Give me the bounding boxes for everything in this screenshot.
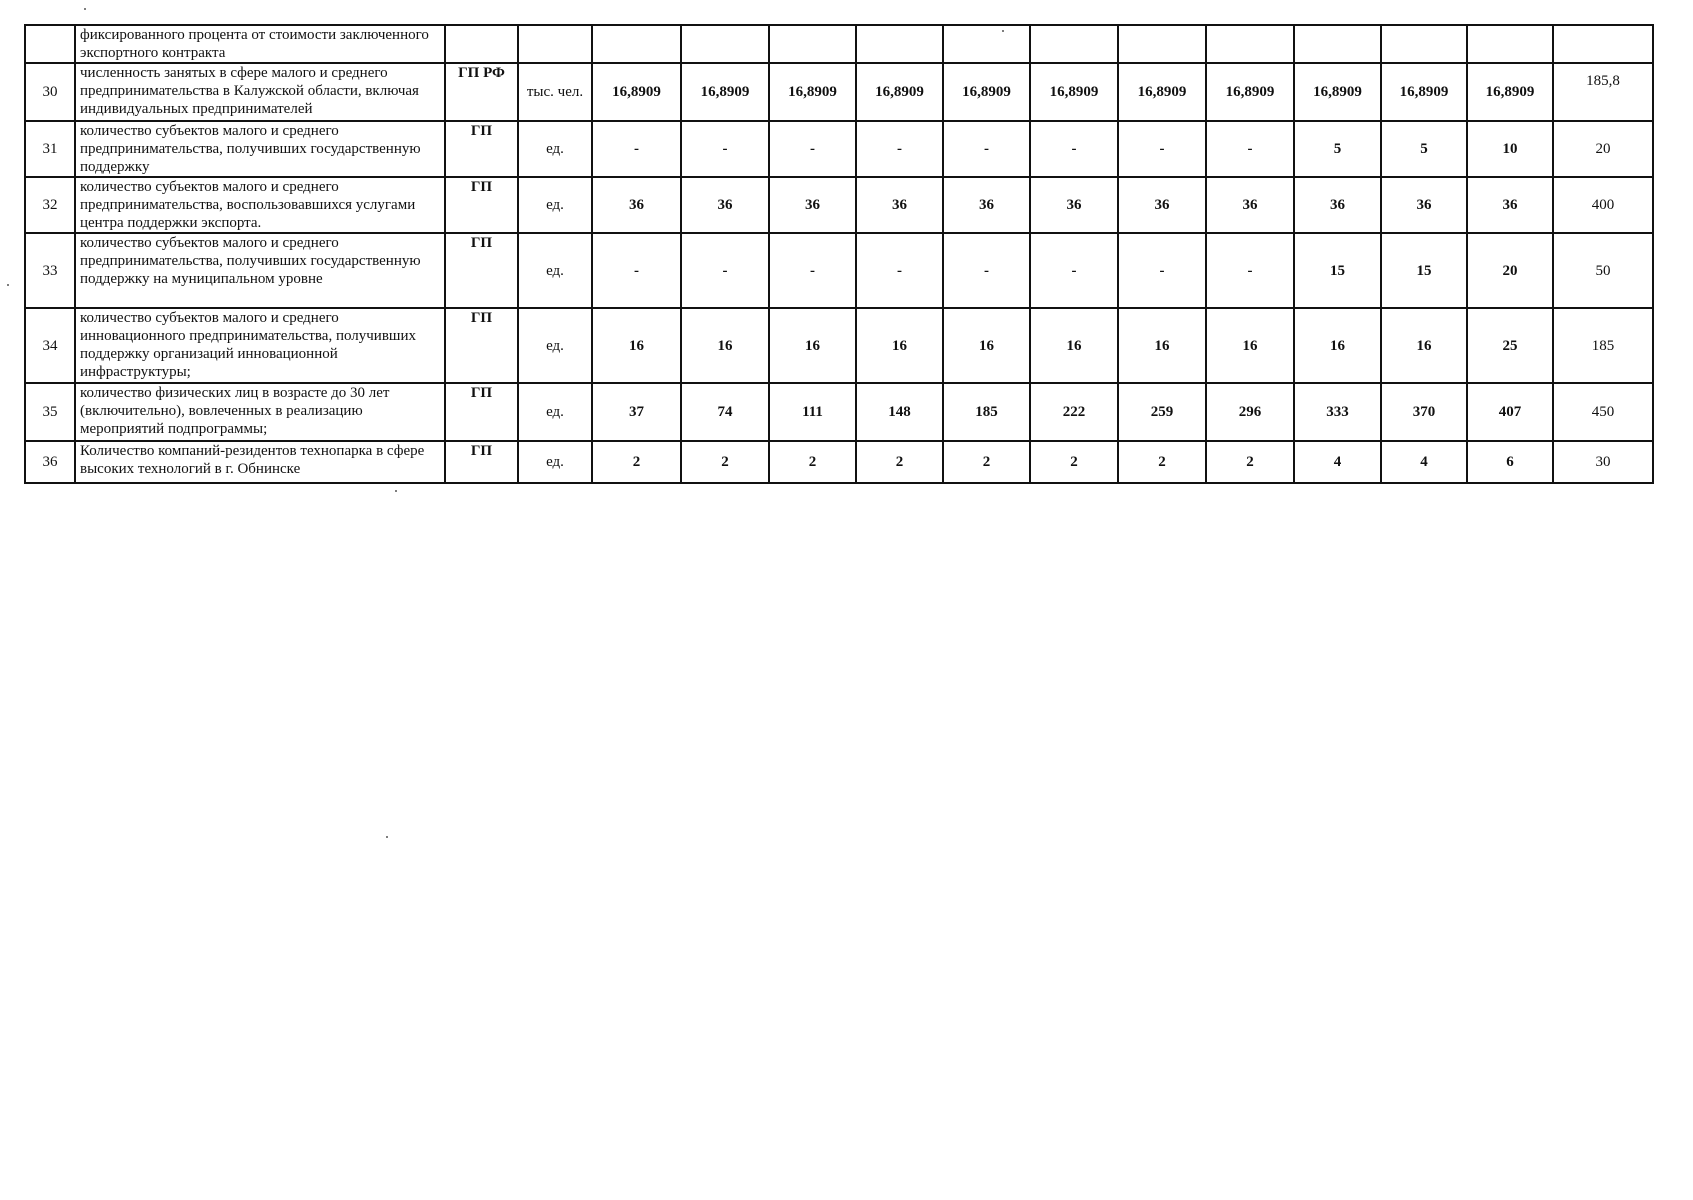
year-value-cell: 36 [1467,177,1553,233]
table-row [25,121,1653,177]
table-row [25,177,1653,233]
year-value-cell: - [1118,233,1206,308]
source-cell: ГП [445,383,518,441]
row-number-cell: 34 [25,308,75,383]
year-value-cell [769,25,856,63]
year-value-cell: 16,8909 [1467,63,1553,121]
year-value-cell: 16 [592,308,681,383]
year-value-cell: 15 [1294,233,1381,308]
year-value-cell: 2 [1030,441,1118,483]
year-value-cell: 16 [1206,308,1294,383]
year-value-cell: 4 [1381,441,1467,483]
row-number-cell [25,25,75,63]
table-row [25,63,1653,121]
year-value-cell: 16,8909 [1381,63,1467,121]
year-value-cell: 259 [1118,383,1206,441]
year-value-cell: 16,8909 [769,63,856,121]
year-value-cell: - [681,121,769,177]
source-cell: ГП [445,441,518,483]
year-value-cell: 36 [1118,177,1206,233]
indicator-name-cell: Количество компаний-резидентов технопарка в сфере высоких технологий в г. Обнинске [75,441,445,483]
total-value-cell: 20 [1553,121,1653,177]
table-row [25,383,1653,441]
total-value-cell: 30 [1553,441,1653,483]
year-value-cell: 16 [769,308,856,383]
scan-speck [1002,30,1004,32]
year-value-cell: 36 [1381,177,1467,233]
table-row [25,441,1653,483]
year-value-cell: 16 [1030,308,1118,383]
row-number-cell: 35 [25,383,75,441]
year-value-cell: 222 [1030,383,1118,441]
table-row [25,308,1653,383]
year-value-cell [1467,25,1553,63]
source-cell: ГП [445,233,518,308]
row-number-cell: 32 [25,177,75,233]
unit-cell: ед. [518,383,592,441]
year-value-cell [1381,25,1467,63]
year-value-cell: 36 [1206,177,1294,233]
year-value-cell: - [592,233,681,308]
year-value-cell: 36 [769,177,856,233]
row-number-cell: 33 [25,233,75,308]
year-value-cell: 36 [943,177,1030,233]
unit-cell: тыс. чел. [518,63,592,121]
year-value-cell: 16,8909 [592,63,681,121]
total-value-cell: 185 [1553,308,1653,383]
indicator-name-cell: количество физических лиц в возрасте до 30 лет (включительно), вовлеченных в реализацию мероприятий подпрограммы; [75,383,445,441]
table-body [25,25,1653,483]
year-value-cell: 296 [1206,383,1294,441]
year-value-cell: - [1206,233,1294,308]
indicator-name-cell: количество субъектов малого и среднего предпринимательства, получивших государственную поддержку на муниципальном уровне [75,233,445,308]
year-value-cell: - [769,121,856,177]
row-number-cell: 31 [25,121,75,177]
year-value-cell: 5 [1381,121,1467,177]
year-value-cell: 16 [1118,308,1206,383]
year-value-cell: 37 [592,383,681,441]
indicator-name-cell: количество субъектов малого и среднего предпринимательства, воспользовавшихся услугами центра поддержки экспорта. [75,177,445,233]
year-value-cell: 15 [1381,233,1467,308]
year-value-cell: 4 [1294,441,1381,483]
year-value-cell [1206,25,1294,63]
year-value-cell: - [943,233,1030,308]
scan-speck [386,836,388,838]
unit-cell: ед. [518,308,592,383]
total-value-cell [1553,25,1653,63]
source-cell: ГП РФ [445,63,518,121]
year-value-cell: 36 [592,177,681,233]
total-value-cell: 400 [1553,177,1653,233]
year-value-cell: 5 [1294,121,1381,177]
scan-speck [395,490,397,492]
year-value-cell: 333 [1294,383,1381,441]
total-value-cell: 450 [1553,383,1653,441]
year-value-cell: 407 [1467,383,1553,441]
year-value-cell [592,25,681,63]
year-value-cell [943,25,1030,63]
year-value-cell [1294,25,1381,63]
year-value-cell: 185 [943,383,1030,441]
scan-speck [84,8,86,10]
year-value-cell: 16,8909 [1294,63,1381,121]
year-value-cell: 2 [856,441,943,483]
year-value-cell: 36 [1030,177,1118,233]
table-row [25,233,1653,308]
year-value-cell: 36 [856,177,943,233]
year-value-cell: 10 [1467,121,1553,177]
year-value-cell: 74 [681,383,769,441]
year-value-cell: 16 [681,308,769,383]
table-row [25,25,1653,63]
year-value-cell [856,25,943,63]
year-value-cell [1118,25,1206,63]
year-value-cell: 25 [1467,308,1553,383]
year-value-cell: 16,8909 [681,63,769,121]
year-value-cell: 2 [592,441,681,483]
year-value-cell: - [769,233,856,308]
year-value-cell: 36 [1294,177,1381,233]
year-value-cell: 16,8909 [856,63,943,121]
row-number-cell: 36 [25,441,75,483]
year-value-cell: - [592,121,681,177]
indicator-name-cell: численность занятых в сфере малого и среднего предпринимательства в Калужской области, включая индивидуальных предпринимателей [75,63,445,121]
year-value-cell [681,25,769,63]
year-value-cell: 2 [1206,441,1294,483]
indicator-name-cell: количество субъектов малого и среднего предпринимательства, получивших государственную поддержку [75,121,445,177]
year-value-cell: - [856,233,943,308]
year-value-cell: 16,8909 [1030,63,1118,121]
year-value-cell [1030,25,1118,63]
year-value-cell: 2 [769,441,856,483]
unit-cell: ед. [518,121,592,177]
year-value-cell: - [681,233,769,308]
indicators-table [24,24,1654,484]
year-value-cell: - [856,121,943,177]
year-value-cell: 2 [943,441,1030,483]
document-sheet [24,24,1652,484]
year-value-cell: - [943,121,1030,177]
year-value-cell: 16,8909 [1118,63,1206,121]
year-value-cell: 16 [1294,308,1381,383]
unit-cell: ед. [518,177,592,233]
source-cell: ГП [445,308,518,383]
total-value-cell: 50 [1553,233,1653,308]
source-cell: ГП [445,121,518,177]
unit-cell [518,25,592,63]
year-value-cell: 111 [769,383,856,441]
row-number-cell: 30 [25,63,75,121]
year-value-cell: - [1030,233,1118,308]
scan-speck [7,284,9,286]
unit-cell: ед. [518,441,592,483]
indicator-name-cell: фиксированного процента от стоимости заключенного экспортного контракта [75,25,445,63]
year-value-cell: 148 [856,383,943,441]
total-value-cell: 185,8 [1553,63,1653,121]
year-value-cell: 16,8909 [943,63,1030,121]
year-value-cell: - [1118,121,1206,177]
year-value-cell: 6 [1467,441,1553,483]
indicator-name-cell: количество субъектов малого и среднего инновационного предпринимательства, получивших поддержку организаций инновационной инфраструктуры; [75,308,445,383]
source-cell [445,25,518,63]
year-value-cell: 20 [1467,233,1553,308]
year-value-cell: 16 [943,308,1030,383]
year-value-cell: - [1206,121,1294,177]
year-value-cell: 16,8909 [1206,63,1294,121]
year-value-cell: 370 [1381,383,1467,441]
year-value-cell: 16 [856,308,943,383]
year-value-cell: 2 [681,441,769,483]
year-value-cell: - [1030,121,1118,177]
year-value-cell: 16 [1381,308,1467,383]
source-cell: ГП [445,177,518,233]
unit-cell: ед. [518,233,592,308]
year-value-cell: 36 [681,177,769,233]
year-value-cell: 2 [1118,441,1206,483]
